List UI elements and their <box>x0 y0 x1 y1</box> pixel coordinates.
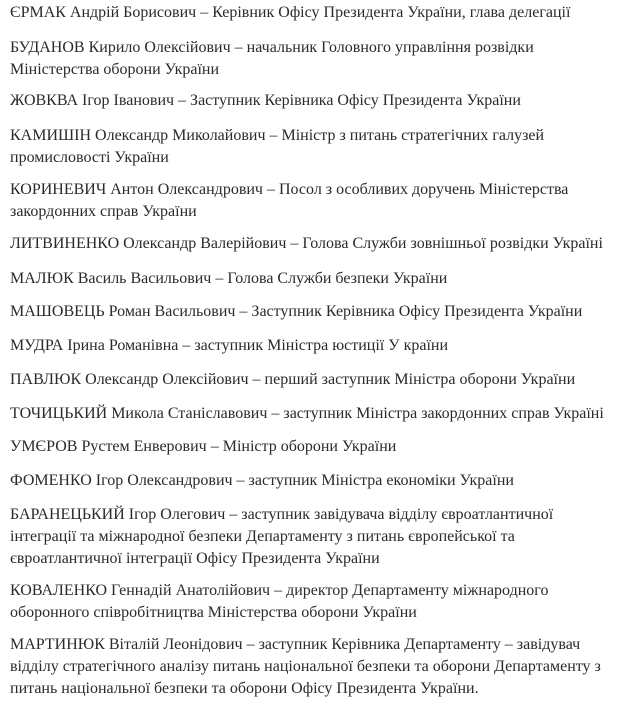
entry-text: ФОМЕНКО Ігор Олександрович – заступник Міністра економіки України <box>10 472 514 489</box>
entry-text: МАШОВЕЦЬ Роман Васильович – Заступник Керівника Офісу Президента України <box>10 303 583 320</box>
delegation-entry <box>10 403 640 425</box>
delegation-entry <box>10 436 640 458</box>
delegation-entry <box>10 335 640 357</box>
entry-text: БУДАНОВ Кирило Олексійович – начальник Головного управління розвідки Міністерства оборони України <box>10 39 534 78</box>
delegation-entry <box>10 580 640 624</box>
entry-text: МУДРА Ірина Романівна – заступник Міністра юстиції У країни <box>10 337 449 354</box>
entry-text: МАЛЮК Василь Васильович – Голова Служби безпеки України <box>10 270 448 287</box>
delegation-entry <box>10 369 640 391</box>
entry-text: МАРТИНЮК Віталій Леонідович – заступник Керівника Департаменту – завідувач відділу стратегічного аналізу питань національної безпеки та оборони Департаменту з питань національної безпеки та оборони Офісу Президента України. <box>10 636 601 697</box>
entry-text: УМЄРОВ Рустем Енверович – Міністр оборони України <box>10 438 397 455</box>
entry-text: КОРИНЕВИЧ Антон Олександрович – Посол з особливих доручень Міністерства закордонних справ України <box>10 181 569 220</box>
delegation-entry <box>10 90 640 112</box>
entry-text: ЖОВКВА Ігор Іванович – Заступник Керівника Офісу Президента України <box>10 92 521 109</box>
entry-text: ТОЧИЦЬКИЙ Микола Станіславович – заступник Міністра закордонних справ Україні <box>10 405 604 422</box>
delegation-entry <box>10 504 640 570</box>
delegation-entry <box>10 179 640 223</box>
entry-text: ПАВЛЮК Олександр Олексійович – перший заступник Міністра оборони України <box>10 371 576 388</box>
entry-text: КОВАЛЕНКО Геннадій Анатолійович – директор Департаменту міжнародного оборонного співробітництва Міністерства оборони України <box>10 582 549 621</box>
entry-text: ЄРМАК Андрій Борисович – Керівник Офісу Президента України, глава делегації <box>10 4 571 21</box>
delegation-entry <box>10 2 640 24</box>
entry-text: БАРАНЕЦЬКИЙ Ігор Олегович – заступник завідувача відділу євроатлантичної інтеграції та міжнародної безпеки Департаменту з питань європейської та євроатлантичної інтеграції Офісу Президента України <box>10 506 554 567</box>
delegation-entry <box>10 301 640 323</box>
delegation-entry <box>10 125 640 169</box>
delegation-entry <box>10 470 640 492</box>
delegation-entry <box>10 233 640 255</box>
delegation-entry <box>10 634 640 700</box>
entry-text: ЛИТВИНЕНКО Олександр Валерійович – Голова Служби зовнішньої розвідки Україні <box>10 235 603 252</box>
delegation-entry <box>10 37 640 81</box>
delegation-entry <box>10 268 640 290</box>
entry-text: КАМИШІН Олександр Миколайович – Міністр з питань стратегічних галузей промисловості України <box>10 127 545 166</box>
